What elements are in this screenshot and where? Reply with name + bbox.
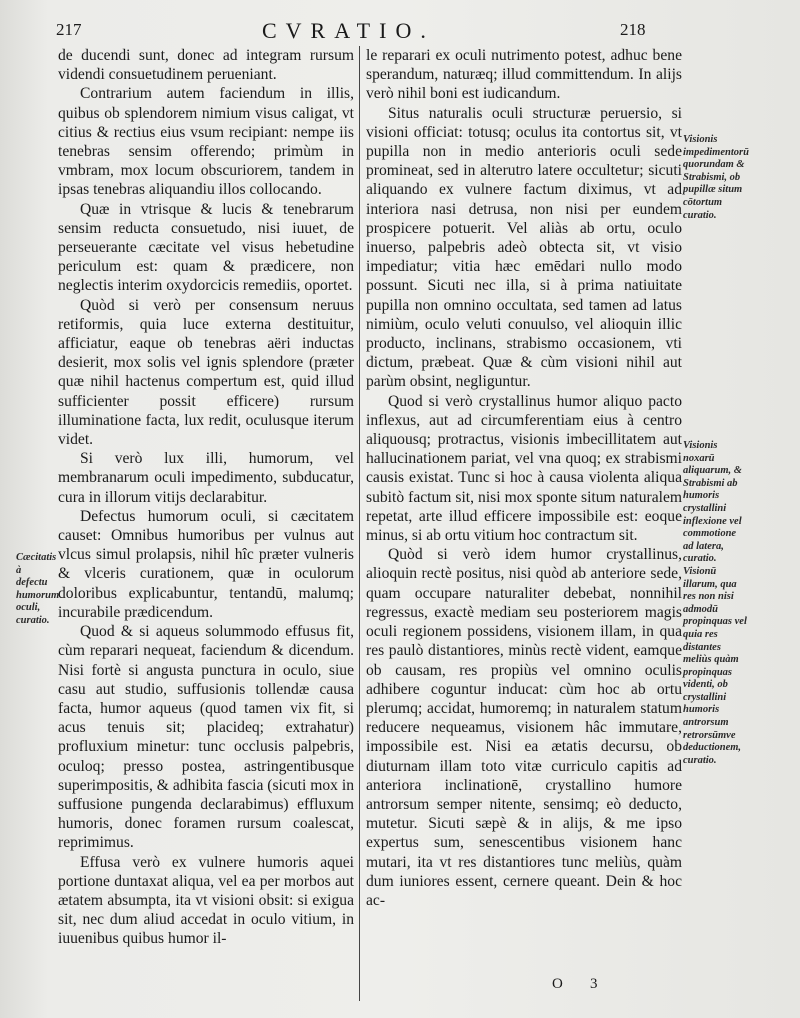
- paragraph: Quod si verò crystallinus humor aliquo pacto inflexus, aut ad circumferentiam eius à centro aliquousq; protractus, visionis imbecillitatem aut hallucinationem pariat, vel vna quoq; ex strabismi causis existat. Tunc si hoc à causa violenta aliqua subitò factum sit, nisi mox sponte situm naturalem repetat, arte illud efficere impossibile est: eoque minus, si ab ortu vitium hoc contractum sit.: [366, 392, 682, 545]
- page-number-left: 217: [56, 20, 82, 39]
- page-number-right: 218: [620, 20, 646, 39]
- paragraph: Si verò lux illi, humorum, vel membranarum oculi impedimento, subducatur, cura in illorum vitijs declarabitur.: [58, 450, 354, 506]
- paragraph: Quod & si aqueus solummodo effusus fit, cùm reparari nequeat, faciendum & dicendum. Nisi fortè si angusta punctura in oculo, siue casu aut studio, suffusionis tollendæ causa facta, humor aqueus (quod tamen vix fit, si acus tenuis sit; placideq; extrahatur) profluxium minetur: tunc occlusis palpebris, oculoq; presso postea, astringentibusque superimpositis, & adhibita fascia (sicuti mox in suffusione pungenda declarabimus) effluxum humoris, donec foramen rursum coalescat, reprimimus.: [58, 623, 354, 852]
- paragraph: Contrarium autem faciendum in illis, quibus ob splendorem nimium visus caligat, vt citius & rectius eius vsum recipiant: nempe iis tenebras sensim offerendo; primùm in vmbram, mox locum obscuriorem, tandem in ipsas tenebras aliquandiu illos collocando.: [58, 85, 354, 199]
- signature-mark: 3: [590, 976, 598, 992]
- paragraph: Quòd si verò idem humor crystallinus, alioquin rectè positus, nisi quòd ab anteriore sede, quam occupare naturaliter debebat, nonnihil regressus, exactè mediam seu posteriorem magis oculi regionem possidens, visionem illam, in qua res paulò distantiores, minùs rectè vident, eamque ob causam, res propiùs vel omnino oculis adhibere coguntur inducat: cùm hoc ab ortu plerumq; accidat, humoremq; in naturalem statum reducere nequeamus, visionem hâc immutare, impossibile est. Nisi ea ætatis decursu, ob diuturnam illam toto vitæ curriculo capitis ad anteriora inclinationē, crystallino humore antrorsum semper nitente, sensimq; eò deducto, mutetur. Sicuti sæpè & in alijs, & me ipso expertus sum, senescentibus visionem hanc mutari, ita vt res distantiores tunc meliùs, quàm dum iuniores essent, cernere queant. Dein & hoc ac-: [366, 546, 682, 909]
- paragraph: Situs naturalis oculi structuræ peruersio, si visioni officiat: totusq; oculus ita contortus sit, vt pupilla non in medio anterioris oculi sede promineat, sed in alterutro latere occultetur; sicuti aliquando ex vulnere factum diximus, vt ad interiora nasi detrusa, non nisi per eundem prospicere potuerit. Vel aliàs ab ortu, oculo inuerso, palpebris adeò obtecta sit, vt visio impediatur; vitia hæc emēdari nullo modo possunt. Sicuti nec illa, si à prima natiuitate pupilla non omnino occultata, sed tamen ad latus nimiùm, oculo veluti conuulso, vel alioquin illic producto, inclinans, strabismo occasionem, vti dictum, præbeat. Quæ & cùm visioni nihil aut parùm obsint, negliguntur.: [366, 104, 682, 391]
- paragraph: Quòd si verò per consensum neruus retiformis, quia luce externa destituitur, afficiatur, eaque ob tenebras aëri inductas desierit, mox solis vel ignis splendore (præter quæ nihil hactenus compertum est, quid illud sufficienter possit efficere) rursum illuminatione facta, lux redit, oculusque iterum videt.: [58, 296, 354, 449]
- margin-note-left: Cæcitatis à defectu humorum oculi, curatio.: [16, 552, 60, 626]
- footer-mark: O: [552, 976, 563, 992]
- paragraph: Effusa verò ex vulnere humoris aquei portione duntaxat aliqua, vel ea per morbos aut ætatem absumpta, ita vt visioni obsit: si exigua sit, nec dum aliud accedat in oculo vitium, in iuuenibus quibus humor il-: [58, 853, 354, 948]
- paragraph: de ducendi sunt, donec ad integram rursum videndi consuetudinem perueniant.: [58, 47, 354, 84]
- page-header: [0, 18, 800, 46]
- margin-note-right-second: Visionis noxarū aliquarum, & Strabismi ab humoris crystallini inflexione vel commotione ad latera, curatio. Visionū illarum, qua res non nisi admodū propinquas vel quia res distantes meliùs quàm propinquas videnti, ob crystallini humoris antrorsum retrorsūmve deductionem, curatio.: [683, 440, 747, 766]
- left-column: [58, 46, 354, 949]
- paragraph: le reparari ex oculi nutrimento potest, adhuc bene sperandum, naturæq; illud committendum. In alijs verò nihil boni est iudicandum.: [366, 47, 682, 103]
- running-title: CVRATIO.: [262, 18, 435, 43]
- paragraph: Defectus humorum oculi, si cæcitatem causet: Omnibus humoribus per vulnus aut vlcus simul prolapsis, nihil hîc præter vulneris & vlceris curationem, quæ in oculorum doloribus explicabuntur, tentandū, malumq; incurabile prædicendum.: [58, 507, 354, 621]
- right-column: [366, 46, 682, 910]
- column-divider: [359, 46, 360, 1001]
- paragraph: Quæ in vtrisque & lucis & tenebrarum sensim reducta consuetudo, nisi iuuet, de perseuerante cæcitate vel visus hebetudine periculum est: quam & prædicere, non neglectis interim oxydorcicis remediis, oportet.: [58, 200, 354, 295]
- margin-note-right-first: Visionis impedimentorū quorundam & Strabismi, ob pupillæ situm cōtortum curatio.: [683, 134, 749, 221]
